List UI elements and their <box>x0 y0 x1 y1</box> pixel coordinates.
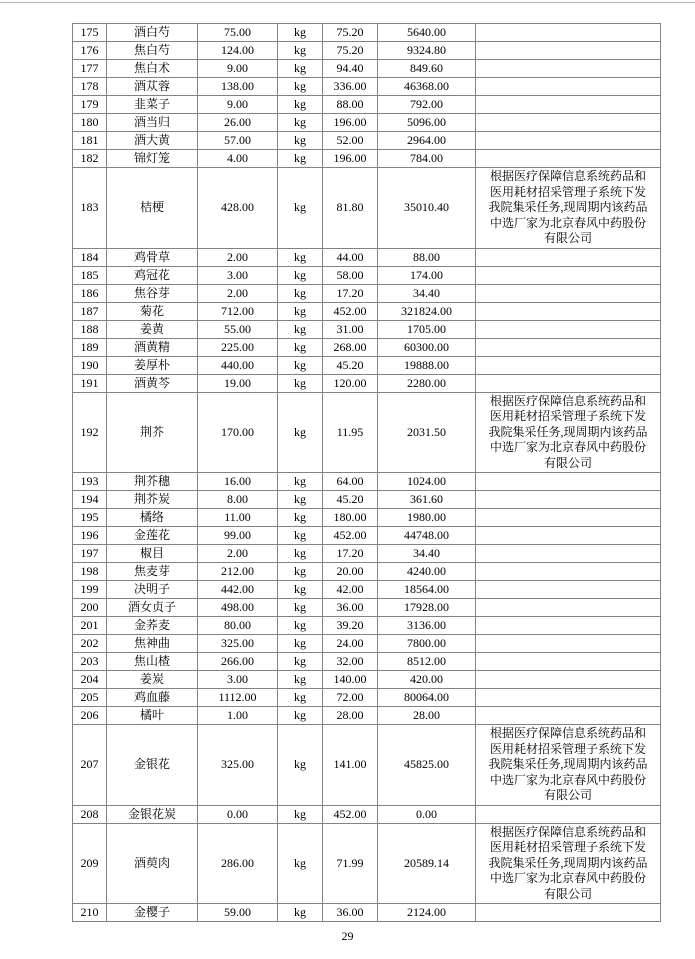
unit-price-cell: 140.00 <box>323 671 378 689</box>
remark-cell <box>476 599 661 617</box>
unit-cell: kg <box>278 823 323 904</box>
quantity-cell: 124.00 <box>198 42 278 60</box>
table-row <box>73 617 661 635</box>
remark-cell <box>476 266 661 284</box>
unit-cell: kg <box>278 725 323 806</box>
drug-name-cell: 韭菜子 <box>107 96 198 114</box>
amount-cell: 8512.00 <box>378 653 476 671</box>
remark-cell <box>476 150 661 168</box>
quantity-cell: 9.00 <box>198 60 278 78</box>
quantity-cell: 428.00 <box>198 168 278 249</box>
remark-cell: 根据医疗保障信息系统药品和医用耗材招采管理子系统下发我院集采任务,现周期内该药品中选厂家为北京春风中药股份有限公司 <box>476 823 661 904</box>
row-number-cell: 190 <box>73 356 107 374</box>
quantity-cell: 442.00 <box>198 581 278 599</box>
row-number-cell: 205 <box>73 689 107 707</box>
amount-cell: 88.00 <box>378 248 476 266</box>
quantity-cell: 16.00 <box>198 473 278 491</box>
unit-cell: kg <box>278 284 323 302</box>
unit-cell: kg <box>278 150 323 168</box>
unit-price-cell: 17.20 <box>323 284 378 302</box>
unit-price-cell: 196.00 <box>323 114 378 132</box>
remark-cell <box>476 374 661 392</box>
remark-cell: 根据医疗保障信息系统药品和医用耗材招采管理子系统下发我院集采任务,现周期内该药品中选厂家为北京春风中药股份有限公司 <box>476 725 661 806</box>
unit-cell: kg <box>278 356 323 374</box>
unit-price-cell: 45.20 <box>323 491 378 509</box>
table-row <box>73 302 661 320</box>
unit-price-cell: 28.00 <box>323 707 378 725</box>
remark-cell <box>476 356 661 374</box>
row-number-cell: 198 <box>73 563 107 581</box>
quantity-cell: 286.00 <box>198 823 278 904</box>
table-row <box>73 509 661 527</box>
row-number-cell: 193 <box>73 473 107 491</box>
unit-cell: kg <box>278 491 323 509</box>
unit-price-cell: 42.00 <box>323 581 378 599</box>
drug-name-cell: 酒萸肉 <box>107 823 198 904</box>
remark-cell <box>476 805 661 823</box>
row-number-cell: 182 <box>73 150 107 168</box>
drug-name-cell: 酒苁蓉 <box>107 78 198 96</box>
unit-price-cell: 39.20 <box>323 617 378 635</box>
amount-cell: 2031.50 <box>378 392 476 473</box>
amount-cell: 174.00 <box>378 266 476 284</box>
unit-cell: kg <box>278 527 323 545</box>
row-number-cell: 177 <box>73 60 107 78</box>
unit-cell: kg <box>278 248 323 266</box>
row-number-cell: 179 <box>73 96 107 114</box>
unit-cell: kg <box>278 473 323 491</box>
drug-name-cell: 决明子 <box>107 581 198 599</box>
remark-cell <box>476 653 661 671</box>
drug-name-cell: 焦山楂 <box>107 653 198 671</box>
row-number-cell: 189 <box>73 338 107 356</box>
amount-cell: 420.00 <box>378 671 476 689</box>
table-row <box>73 823 661 904</box>
amount-cell: 3136.00 <box>378 617 476 635</box>
row-number-cell: 184 <box>73 248 107 266</box>
drug-name-cell: 金樱子 <box>107 904 198 922</box>
quantity-cell: 19.00 <box>198 374 278 392</box>
drug-name-cell: 椒目 <box>107 545 198 563</box>
row-number-cell: 200 <box>73 599 107 617</box>
unit-price-cell: 32.00 <box>323 653 378 671</box>
quantity-cell: 3.00 <box>198 266 278 284</box>
unit-cell: kg <box>278 320 323 338</box>
table-row <box>73 563 661 581</box>
unit-cell: kg <box>278 338 323 356</box>
unit-price-cell: 196.00 <box>323 150 378 168</box>
quantity-cell: 325.00 <box>198 635 278 653</box>
unit-cell: kg <box>278 374 323 392</box>
unit-cell: kg <box>278 805 323 823</box>
drug-name-cell: 姜厚朴 <box>107 356 198 374</box>
row-number-cell: 180 <box>73 114 107 132</box>
procurement-table <box>72 23 661 922</box>
unit-price-cell: 336.00 <box>323 78 378 96</box>
row-number-cell: 181 <box>73 132 107 150</box>
remark-cell <box>476 635 661 653</box>
unit-cell: kg <box>278 42 323 60</box>
row-number-cell: 185 <box>73 266 107 284</box>
drug-name-cell: 荆芥 <box>107 392 198 473</box>
drug-name-cell: 姜黄 <box>107 320 198 338</box>
row-number-cell: 206 <box>73 707 107 725</box>
quantity-cell: 9.00 <box>198 96 278 114</box>
unit-cell: kg <box>278 168 323 249</box>
row-number-cell: 208 <box>73 805 107 823</box>
unit-price-cell: 268.00 <box>323 338 378 356</box>
table-row <box>73 248 661 266</box>
amount-cell: 849.60 <box>378 60 476 78</box>
remark-cell <box>476 42 661 60</box>
unit-price-cell: 75.20 <box>323 24 378 42</box>
page-number: 29 <box>341 929 354 943</box>
remark-cell <box>476 473 661 491</box>
unit-cell: kg <box>278 24 323 42</box>
quantity-cell: 138.00 <box>198 78 278 96</box>
unit-price-cell: 31.00 <box>323 320 378 338</box>
remark-cell <box>476 509 661 527</box>
table-row <box>73 266 661 284</box>
row-number-cell: 202 <box>73 635 107 653</box>
quantity-cell: 2.00 <box>198 284 278 302</box>
remark-cell <box>476 320 661 338</box>
quantity-cell: 80.00 <box>198 617 278 635</box>
page-top-divider <box>0 2 695 3</box>
table-row <box>73 635 661 653</box>
table-row <box>73 805 661 823</box>
drug-name-cell: 橘叶 <box>107 707 198 725</box>
amount-cell: 9324.80 <box>378 42 476 60</box>
drug-name-cell: 焦白芍 <box>107 42 198 60</box>
remark-cell <box>476 617 661 635</box>
table-row <box>73 689 661 707</box>
remark-cell <box>476 904 661 922</box>
amount-cell: 361.60 <box>378 491 476 509</box>
drug-name-cell: 姜炭 <box>107 671 198 689</box>
drug-name-cell: 酒白芍 <box>107 24 198 42</box>
amount-cell: 34.40 <box>378 545 476 563</box>
amount-cell: 1024.00 <box>378 473 476 491</box>
table-row <box>73 904 661 922</box>
table-row <box>73 150 661 168</box>
unit-cell: kg <box>278 671 323 689</box>
table-row <box>73 545 661 563</box>
amount-cell: 7800.00 <box>378 635 476 653</box>
unit-cell: kg <box>278 509 323 527</box>
row-number-cell: 195 <box>73 509 107 527</box>
table-row <box>73 671 661 689</box>
amount-cell: 1705.00 <box>378 320 476 338</box>
row-number-cell: 194 <box>73 491 107 509</box>
amount-cell: 17928.00 <box>378 599 476 617</box>
row-number-cell: 207 <box>73 725 107 806</box>
unit-price-cell: 452.00 <box>323 302 378 320</box>
quantity-cell: 59.00 <box>198 904 278 922</box>
drug-name-cell: 酒当归 <box>107 114 198 132</box>
row-number-cell: 187 <box>73 302 107 320</box>
drug-name-cell: 酒黄芩 <box>107 374 198 392</box>
amount-cell: 784.00 <box>378 150 476 168</box>
quantity-cell: 225.00 <box>198 338 278 356</box>
unit-price-cell: 45.20 <box>323 356 378 374</box>
row-number-cell: 192 <box>73 392 107 473</box>
row-number-cell: 210 <box>73 904 107 922</box>
remark-cell <box>476 78 661 96</box>
remark-cell <box>476 96 661 114</box>
amount-cell: 0.00 <box>378 805 476 823</box>
drug-name-cell: 金荞麦 <box>107 617 198 635</box>
amount-cell: 20589.14 <box>378 823 476 904</box>
unit-cell: kg <box>278 132 323 150</box>
unit-price-cell: 36.00 <box>323 599 378 617</box>
unit-cell: kg <box>278 78 323 96</box>
unit-cell: kg <box>278 302 323 320</box>
unit-price-cell: 11.95 <box>323 392 378 473</box>
amount-cell: 44748.00 <box>378 527 476 545</box>
drug-name-cell: 焦麦芽 <box>107 563 198 581</box>
table-row <box>73 725 661 806</box>
amount-cell: 46368.00 <box>378 78 476 96</box>
amount-cell: 34.40 <box>378 284 476 302</box>
remark-cell <box>476 24 661 42</box>
row-number-cell: 191 <box>73 374 107 392</box>
remark-cell <box>476 563 661 581</box>
quantity-cell: 55.00 <box>198 320 278 338</box>
unit-cell: kg <box>278 563 323 581</box>
row-number-cell: 196 <box>73 527 107 545</box>
row-number-cell: 209 <box>73 823 107 904</box>
unit-price-cell: 36.00 <box>323 904 378 922</box>
quantity-cell: 498.00 <box>198 599 278 617</box>
drug-name-cell: 酒大黄 <box>107 132 198 150</box>
table-row <box>73 374 661 392</box>
table-row <box>73 284 661 302</box>
table-row <box>73 96 661 114</box>
quantity-cell: 266.00 <box>198 653 278 671</box>
remark-cell <box>476 338 661 356</box>
drug-name-cell: 桔梗 <box>107 168 198 249</box>
table-row <box>73 473 661 491</box>
amount-cell: 5096.00 <box>378 114 476 132</box>
table-row <box>73 114 661 132</box>
quantity-cell: 11.00 <box>198 509 278 527</box>
row-number-cell: 203 <box>73 653 107 671</box>
unit-cell: kg <box>278 689 323 707</box>
amount-cell: 2124.00 <box>378 904 476 922</box>
table-row <box>73 707 661 725</box>
drug-name-cell: 金银花炭 <box>107 805 198 823</box>
drug-name-cell: 菊花 <box>107 302 198 320</box>
remark-cell <box>476 671 661 689</box>
unit-price-cell: 81.80 <box>323 168 378 249</box>
remark-cell <box>476 302 661 320</box>
remark-cell <box>476 527 661 545</box>
row-number-cell: 199 <box>73 581 107 599</box>
remark-cell <box>476 581 661 599</box>
remark-cell <box>476 707 661 725</box>
table-row <box>73 320 661 338</box>
unit-cell: kg <box>278 545 323 563</box>
remark-cell <box>476 132 661 150</box>
quantity-cell: 712.00 <box>198 302 278 320</box>
remark-cell <box>476 248 661 266</box>
remark-cell <box>476 545 661 563</box>
unit-price-cell: 120.00 <box>323 374 378 392</box>
unit-price-cell: 75.20 <box>323 42 378 60</box>
row-number-cell: 197 <box>73 545 107 563</box>
unit-price-cell: 141.00 <box>323 725 378 806</box>
unit-price-cell: 71.99 <box>323 823 378 904</box>
amount-cell: 1980.00 <box>378 509 476 527</box>
unit-cell: kg <box>278 635 323 653</box>
row-number-cell: 204 <box>73 671 107 689</box>
row-number-cell: 201 <box>73 617 107 635</box>
table-row <box>73 132 661 150</box>
unit-price-cell: 24.00 <box>323 635 378 653</box>
unit-price-cell: 452.00 <box>323 805 378 823</box>
quantity-cell: 2.00 <box>198 248 278 266</box>
drug-name-cell: 焦神曲 <box>107 635 198 653</box>
row-number-cell: 176 <box>73 42 107 60</box>
quantity-cell: 440.00 <box>198 356 278 374</box>
quantity-cell: 212.00 <box>198 563 278 581</box>
drug-name-cell: 橘络 <box>107 509 198 527</box>
unit-price-cell: 44.00 <box>323 248 378 266</box>
unit-cell: kg <box>278 581 323 599</box>
unit-cell: kg <box>278 96 323 114</box>
drug-name-cell: 酒女贞子 <box>107 599 198 617</box>
drug-name-cell: 酒黄精 <box>107 338 198 356</box>
amount-cell: 19888.00 <box>378 356 476 374</box>
amount-cell: 2280.00 <box>378 374 476 392</box>
drug-name-cell: 鸡冠花 <box>107 266 198 284</box>
amount-cell: 18564.00 <box>378 581 476 599</box>
drug-name-cell: 焦白术 <box>107 60 198 78</box>
remark-cell: 根据医疗保障信息系统药品和医用耗材招采管理子系统下发我院集采任务,现周期内该药品中选厂家为北京春风中药股份有限公司 <box>476 168 661 249</box>
row-number-cell: 175 <box>73 24 107 42</box>
table-row <box>73 60 661 78</box>
amount-cell: 35010.40 <box>378 168 476 249</box>
unit-cell: kg <box>278 114 323 132</box>
remark-cell <box>476 284 661 302</box>
quantity-cell: 1.00 <box>198 707 278 725</box>
amount-cell: 80064.00 <box>378 689 476 707</box>
table-row <box>73 653 661 671</box>
table-row <box>73 392 661 473</box>
drug-name-cell: 金银花 <box>107 725 198 806</box>
amount-cell: 45825.00 <box>378 725 476 806</box>
unit-cell: kg <box>278 904 323 922</box>
remark-cell <box>476 491 661 509</box>
unit-price-cell: 17.20 <box>323 545 378 563</box>
amount-cell: 2964.00 <box>378 132 476 150</box>
table-row <box>73 599 661 617</box>
table-row <box>73 78 661 96</box>
quantity-cell: 57.00 <box>198 132 278 150</box>
table-row <box>73 581 661 599</box>
quantity-cell: 3.00 <box>198 671 278 689</box>
drug-name-cell: 金莲花 <box>107 527 198 545</box>
table-row <box>73 24 661 42</box>
table-row <box>73 527 661 545</box>
unit-price-cell: 64.00 <box>323 473 378 491</box>
unit-price-cell: 88.00 <box>323 96 378 114</box>
unit-cell: kg <box>278 60 323 78</box>
amount-cell: 60300.00 <box>378 338 476 356</box>
remark-cell <box>476 60 661 78</box>
remark-cell <box>476 689 661 707</box>
quantity-cell: 0.00 <box>198 805 278 823</box>
unit-price-cell: 52.00 <box>323 132 378 150</box>
table-row <box>73 356 661 374</box>
quantity-cell: 1112.00 <box>198 689 278 707</box>
amount-cell: 792.00 <box>378 96 476 114</box>
drug-name-cell: 荆芥穗 <box>107 473 198 491</box>
amount-cell: 321824.00 <box>378 302 476 320</box>
row-number-cell: 178 <box>73 78 107 96</box>
unit-cell: kg <box>278 653 323 671</box>
amount-cell: 28.00 <box>378 707 476 725</box>
unit-price-cell: 58.00 <box>323 266 378 284</box>
unit-cell: kg <box>278 266 323 284</box>
unit-cell: kg <box>278 392 323 473</box>
remark-cell: 根据医疗保障信息系统药品和医用耗材招采管理子系统下发我院集采任务,现周期内该药品中选厂家为北京春风中药股份有限公司 <box>476 392 661 473</box>
quantity-cell: 170.00 <box>198 392 278 473</box>
drug-name-cell: 荆芥炭 <box>107 491 198 509</box>
quantity-cell: 8.00 <box>198 491 278 509</box>
table-row <box>73 338 661 356</box>
quantity-cell: 75.00 <box>198 24 278 42</box>
unit-cell: kg <box>278 599 323 617</box>
unit-price-cell: 72.00 <box>323 689 378 707</box>
amount-cell: 4240.00 <box>378 563 476 581</box>
row-number-cell: 186 <box>73 284 107 302</box>
drug-name-cell: 焦谷芽 <box>107 284 198 302</box>
unit-price-cell: 20.00 <box>323 563 378 581</box>
quantity-cell: 4.00 <box>198 150 278 168</box>
drug-name-cell: 鸡骨草 <box>107 248 198 266</box>
table-row <box>73 168 661 249</box>
table-row <box>73 42 661 60</box>
row-number-cell: 183 <box>73 168 107 249</box>
quantity-cell: 26.00 <box>198 114 278 132</box>
unit-cell: kg <box>278 707 323 725</box>
row-number-cell: 188 <box>73 320 107 338</box>
table-row <box>73 491 661 509</box>
quantity-cell: 99.00 <box>198 527 278 545</box>
unit-cell: kg <box>278 617 323 635</box>
quantity-cell: 325.00 <box>198 725 278 806</box>
quantity-cell: 2.00 <box>198 545 278 563</box>
remark-cell <box>476 114 661 132</box>
unit-price-cell: 180.00 <box>323 509 378 527</box>
drug-name-cell: 鸡血藤 <box>107 689 198 707</box>
amount-cell: 5640.00 <box>378 24 476 42</box>
drug-name-cell: 锦灯笼 <box>107 150 198 168</box>
unit-price-cell: 94.40 <box>323 60 378 78</box>
unit-price-cell: 452.00 <box>323 527 378 545</box>
